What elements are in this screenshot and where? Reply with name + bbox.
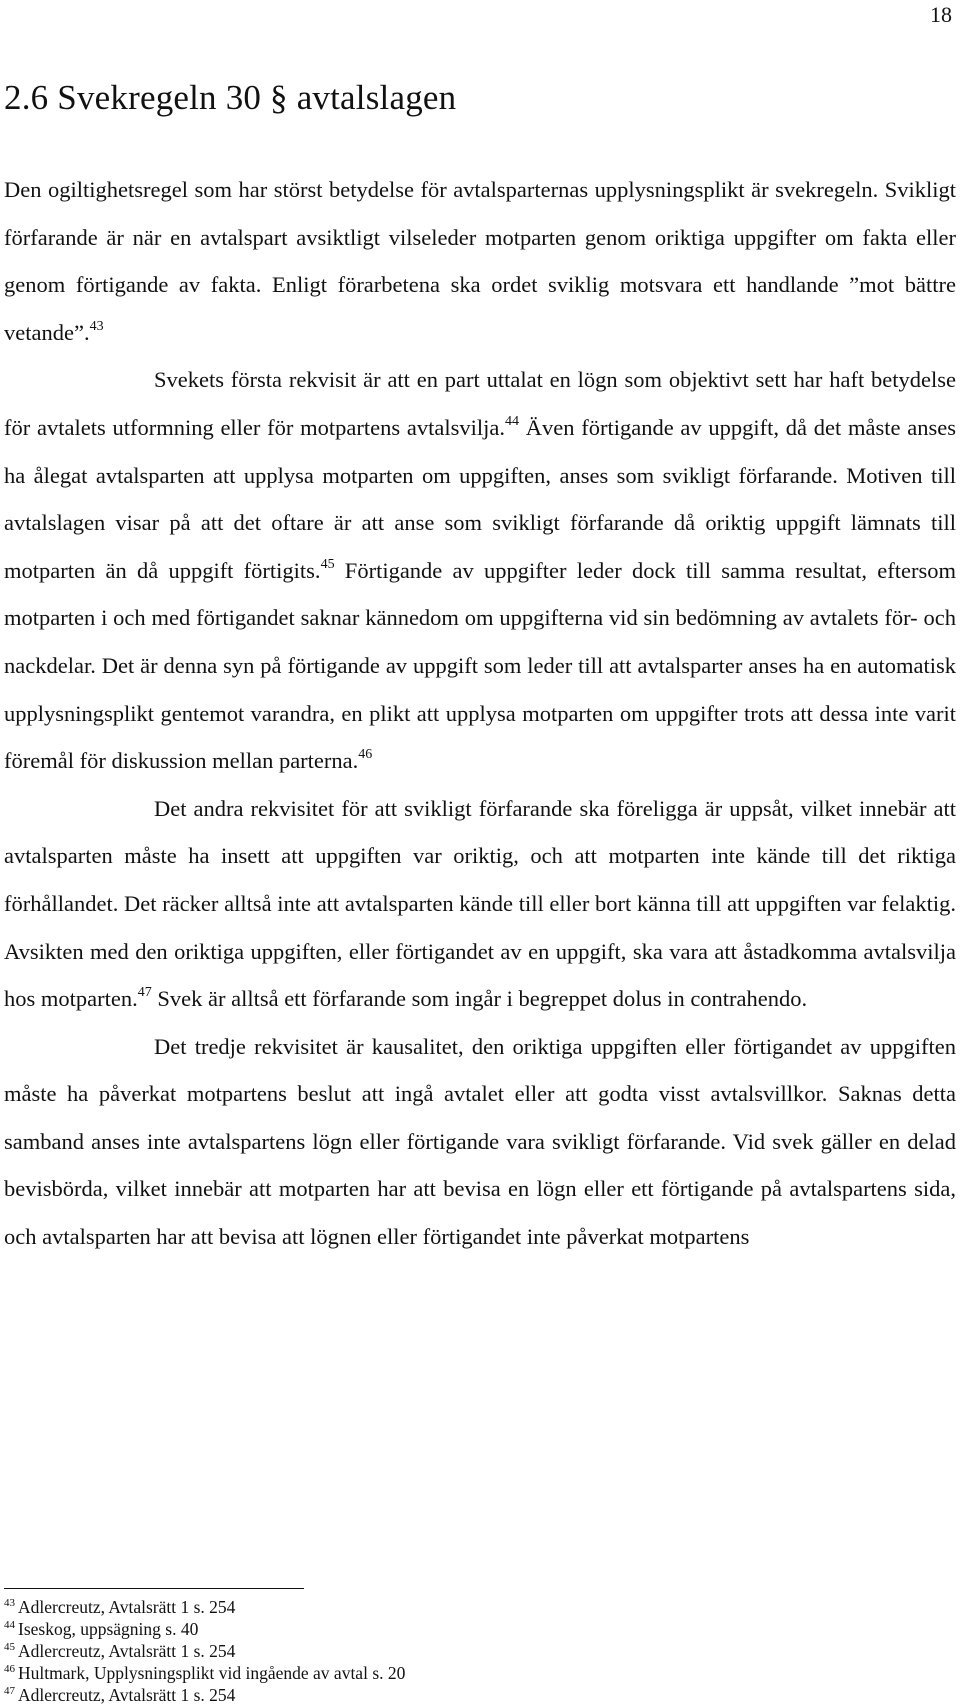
footnote-number: 43 xyxy=(4,1597,15,1609)
footnote-text: Adlercreutz, Avtalsrätt 1 s. 254 xyxy=(18,1685,236,1705)
footnote-number: 45 xyxy=(4,1641,15,1653)
footnote-number: 44 xyxy=(4,1619,15,1631)
footnote-text: Iseskog, uppsägning s. 40 xyxy=(18,1619,199,1639)
footnote xyxy=(4,1662,904,1684)
footnote-reference: 47 xyxy=(137,985,152,1001)
footnote xyxy=(4,1640,904,1662)
footnote-text: Adlercreutz, Avtalsrätt 1 s. 254 xyxy=(18,1597,236,1617)
footnote-divider xyxy=(4,1588,304,1589)
footnote-reference: 46 xyxy=(358,747,373,763)
paragraph-text: Svek är alltså ett förfarande som ingår i begreppet dolus in contrahendo. xyxy=(151,986,808,1012)
paragraph-text: Det tredje rekvisitet är kausalitet, den oriktiga uppgiften eller förtigandet av uppgiften måste ha påverkat motpartens beslut att ingå avtalet eller att godta visst avtalsvillkor. Saknas detta samband anses inte avtalspartens lögn eller förtigande vara svikligt förfarande. Vid svek gäller en delad bevisbörda, vilket innebär att motparten har att bevisa en lögn eller ett förtigande på avtalspartens sida, och avtalsparten har att bevisa att lögnen eller förtigandet inte påverkat motpartens xyxy=(4,1033,956,1250)
paragraph-text: Den ogiltighetsregel som har störst betydelse för avtalsparternas upplysningsplikt är svekregeln. Svikligt förfarande är när en avtalspart avsiktligt vilseleder motparten genom oriktiga uppgifter om fakta eller genom förtigande av fakta. Enligt förarbetena ska ordet sviklig motsvara ett handlande ”mot bättre vetande”. xyxy=(4,177,956,345)
footnote-reference: 44 xyxy=(504,413,519,429)
section-heading: 2.6 Svekregeln 30 § avtalslagen xyxy=(4,78,457,117)
footnote xyxy=(4,1596,904,1618)
footnotes xyxy=(4,1596,904,1706)
footnote-number: 47 xyxy=(4,1685,15,1697)
footnote xyxy=(4,1618,904,1640)
paragraph-text: Även förtigande av uppgift, då det måste anses ha ålegat avtalsparten att upplysa motparten om uppgiften, anses som svikligt förfarande. Motiven till avtalslagen visar på att det oftare är att anse som svikligt förfarande då oriktig uppgift lämnats till motparten än då uppgift förtigits. xyxy=(4,414,956,583)
footnote-number: 46 xyxy=(4,1663,15,1675)
footnote-reference: 45 xyxy=(320,556,335,572)
paragraph xyxy=(4,1023,956,1261)
paragraph xyxy=(4,785,956,1023)
body-text xyxy=(4,166,956,1261)
footnote-text: Adlercreutz, Avtalsrätt 1 s. 254 xyxy=(18,1641,236,1661)
paragraph-text: Förtigande av uppgifter leder dock till samma resultat, eftersom motparten i och med förtigandet saknar kännedom om uppgifterna vid sin bedömning av avtalets för- och nackdelar. Det är denna syn på förtigande av uppgift som leder till att avtalsparter anses ha en automatisk upplysningsplikt gentemot varandra, en plikt att upplysa motparten om uppgifter trots att dessa inte varit föremål för diskussion mellan parterna. xyxy=(4,557,957,774)
page-number: 18 xyxy=(930,2,952,27)
paragraph xyxy=(4,356,956,784)
footnote-text: Hultmark, Upplysningsplikt vid ingående av avtal s. 20 xyxy=(18,1663,406,1683)
footnote xyxy=(4,1684,904,1706)
paragraph-text: Svekets första rekvisit är att en part uttalat en lögn som objektivt sett har haft betydelse för avtalets utformning eller för motpartens avtalsvilja. xyxy=(4,367,956,440)
paragraph xyxy=(4,166,956,356)
paragraph-text: Det andra rekvisitet för att svikligt förfarande ska föreligga är uppsåt, vilket innebär att avtalsparten måste ha insett att uppgiften var oriktig, och att motparten inte kände till det riktiga förhållandet. Det räcker alltså inte att avtalsparten kände till eller bort känna till att uppgiften var felaktig. Avsikten med den oriktiga uppgiften, eller förtigandet av en uppgift, ska vara att åstadkomma avtalsvilja hos motparten. xyxy=(4,795,956,1012)
footnote-reference: 43 xyxy=(89,318,104,334)
